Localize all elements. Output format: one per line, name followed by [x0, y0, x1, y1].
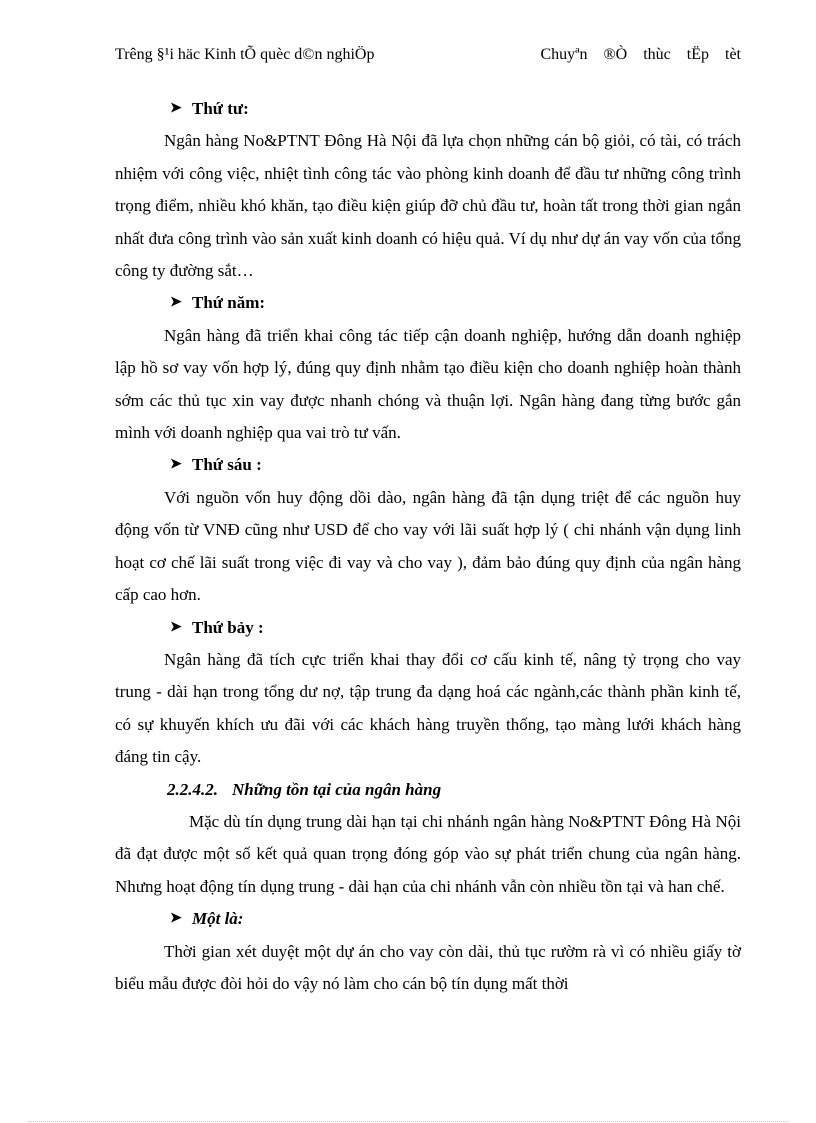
document-body — [115, 93, 741, 1000]
header-right-text: Chuyªn ®Ò thùc tËp tèt — [540, 46, 741, 63]
arrow-bullet-icon: ➤ — [170, 295, 182, 311]
heading-label: Thứ tư: — [192, 99, 249, 118]
paragraph-thu-sau: Với nguồn vốn huy động dồi dào, ngân hàng đã tận dụng triệt để các nguồn huy động vốn từ VNĐ cũng như USD để cho vay với lãi suất hợp lý ( chi nhánh vận dụng linh hoạt cơ chế lãi suất trong việc đi vay và cho vay ), đảm bảo đúng quy định của ngân hàng cấp cao hơn. — [115, 487, 741, 605]
arrow-bullet-icon: ➤ — [170, 619, 182, 635]
paragraph-thu-nam: Ngân hàng đã triển khai công tác tiếp cận doanh nghiệp, hướng dẫn doanh nghiệp lập hồ sơ vay vốn hợp lý, đúng quy định nhằm tạo điều kiện cho doanh nghiệp hoàn thành sớm các thủ tục xin vay được nhanh chóng và thuận lợi. Ngân hàng đang từng bước gắn mình với doanh nghiệp qua vai trò tư vấn. — [115, 325, 741, 443]
section-title-text: Những tồn tại của ngân hàng — [232, 779, 442, 799]
header-left-text: Trêng §¹i häc Kinh tÕ quèc d©n nghiÖp — [115, 46, 375, 63]
heading-label: Thứ sáu : — [192, 455, 262, 475]
heading-thu-sau — [115, 449, 741, 481]
footer-dotted-rule — [28, 1121, 788, 1122]
paragraph-mot-la: Thời gian xét duyệt một dự án cho vay còn dài, thủ tục rườm rà vì có nhiều giấy tờ biểu mẫu được đòi hỏi do vậy nó làm cho cán bộ tín dụng mất thời — [115, 941, 741, 993]
heading-mot-la — [115, 903, 741, 935]
paragraph-thu-tu: Ngân hàng No&PTNT Đông Hà Nội đã lựa chọn những cán bộ giỏi, có tài, có trách nhiệm với công việc, nhiệt tình công tác vào phòng kinh doanh để đầu tư những công trình trọng điểm, nhiều khó khăn, tạo điều kiện giúp đỡ chủ đầu tư, hoàn tất trong thời gian ngắn nhất đưa công trình vào sản xuất kinh doanh có hiệu quả. Ví dụ như dự án vay vốn của tổng công ty đường sắt… — [115, 131, 741, 281]
section-number: 2.2.4.2. — [167, 779, 218, 799]
section-title-limitations — [115, 774, 741, 806]
paragraph-thu-bay: Ngân hàng đã tích cực triển khai thay đổi cơ cấu kinh tế, nâng tỷ trọng cho vay trung - dài hạn trong tổng dư nợ, tập trung đa dạng hoá các ngành,các thành phần kinh tế, có sự khuyến khích ưu đãi với các khách hàng truyền thống, tạo màng lưới khách hàng đáng tin cậy. — [115, 649, 741, 767]
heading-label: Một là: — [192, 909, 244, 929]
heading-thu-tu — [115, 93, 741, 125]
heading-label: Thứ bảy : — [192, 617, 264, 637]
arrow-bullet-icon: ➤ — [170, 911, 182, 927]
heading-thu-nam — [115, 287, 741, 319]
arrow-bullet-icon: ➤ — [170, 101, 182, 116]
page-header — [115, 44, 741, 94]
heading-label: Thứ năm: — [192, 293, 266, 313]
paragraph-limitations: Mặc dù tín dụng trung dài hạn tại chi nhánh ngân hàng No&PTNT Đông Hà Nội đã đạt được một số kết quả quan trọng đóng góp vào sự phát triển chung của ngân hàng. Nhưng hoạt động tín dụng trung - dài hạn của chi nhánh vẫn còn nhiều tồn tại và han chế. — [115, 811, 741, 896]
arrow-bullet-icon: ➤ — [170, 457, 182, 473]
heading-thu-bay — [115, 612, 741, 644]
